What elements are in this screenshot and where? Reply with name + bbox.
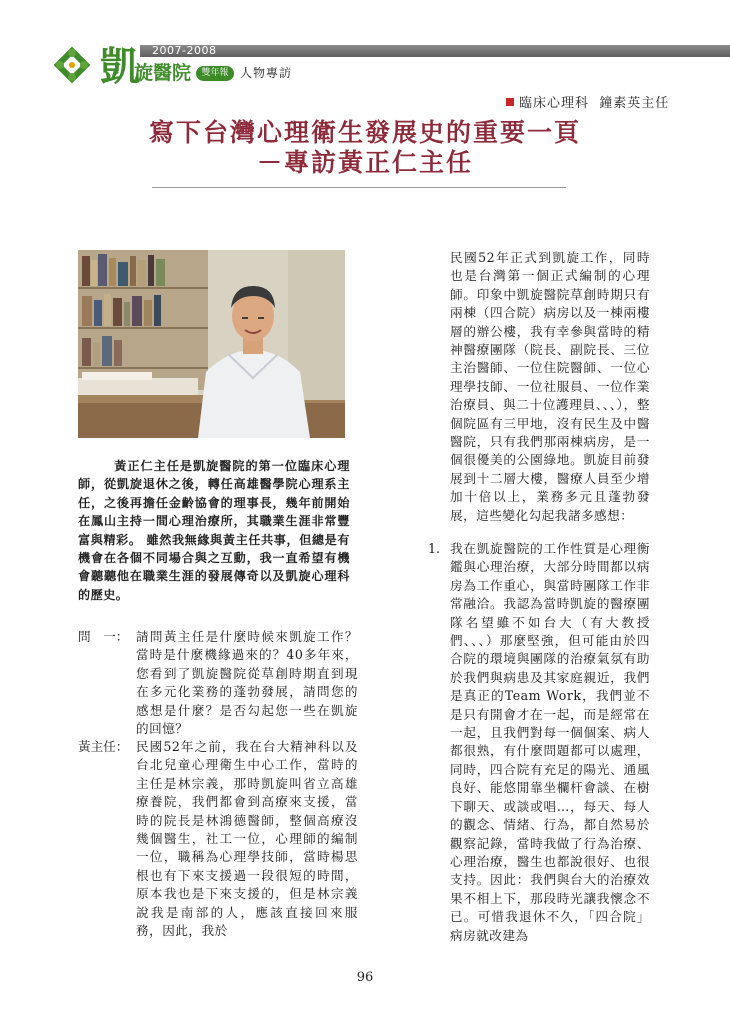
article-title bbox=[60, 118, 670, 178]
author-line bbox=[506, 96, 669, 112]
year-band bbox=[140, 45, 730, 57]
list-item-text: 我在凱旋醫院的工作性質是心理衡鑑與心理治療，大部分時間都以病房為工作重心，與當時團隊工作非常融洽。我認為當時凱旋的醫療團隊名望雖不如台大（有大教授們、、、）那麼堅強，但可能由於四合院的環境與團隊的治療氣氛有助於我們與病患及其家庭親近，我們是真正的Team Work，我們並不是只有開會才在一起，而是經常在一起，且我們對每一個個案、病人都很熟，有什麼問題都可以處理，同時，四合院有充足的陽光、通風良好、能悠閒靠坐欄杆會談、在樹下聊天、或談或唱…，每天、每人的觀念、情緒、行為，都自然易於觀察記錄，當時我做了行為治療、心理治療，醫生也都說很好、也很支持。因此：我們與台大的治療效果不相上下，那段時光讓我懷念不已。可惜我退休不久，「四合院」病房就改建為 bbox=[450, 541, 650, 943]
question-text: 請問黃主任是什麼時候來凱旋工作？當時是什麼機緣過來的？40多年來，您看到了凱旋醫院從草創時期直到現在多元化業務的蓬勃發展，請問您的感想是什麼？是否勾起您一些在凱旋的回憶？ bbox=[136, 629, 358, 737]
hospital-emblem-icon bbox=[52, 45, 92, 85]
intro-paragraph: 黃正仁主任是凱旋醫院的第一位臨床心理師，從凱旋退休之後，轉任高雄醫學院心理系主任，之後再擔任金齡協會的理事長，幾年前開始在鳳山主持一間心理治療所，其職業生涯非常豐富與精彩。 雖然我無緣與黃主任共事，但總是有機會在各個不同場合與之互動，我一直希望有機會聽聽他在職業生涯的發展傳奇以及凱旋心理科的歷史。 bbox=[78, 459, 350, 602]
page-number: 96 bbox=[356, 970, 374, 985]
question-label: 問 一： bbox=[78, 629, 129, 644]
portrait-photo bbox=[78, 250, 345, 438]
author-department: 臨床心理科 bbox=[519, 96, 590, 111]
list-marker: 1. bbox=[428, 541, 441, 556]
qa-question bbox=[78, 628, 358, 738]
year-range: 2007-2008 bbox=[152, 44, 217, 57]
author-marker-icon bbox=[506, 98, 514, 106]
answer-label: 黃主任： bbox=[78, 739, 129, 754]
brand-name: 旋醫院 bbox=[134, 62, 192, 84]
title-line-1: 寫下台灣心理衛生發展史的重要一頁 bbox=[148, 118, 581, 147]
answer-text: 民國52年之前，我在台大精神科以及台北兒童心理衛生中心工作，當時的主任是林宗義，那時凱旋叫省立高雄療養院，我們都會到高療來支援，當時的院長是林鴻德醫師，整個高療沒幾個醫生，社工一位，心理師的編制一位，職稱為心理學技師，當時楊思根也有下來支援過一段很短的時間，原本我也是下來支援的，但是林宗義說我是南部的人，應該直接回來服務，因此，我於 bbox=[136, 739, 358, 939]
brand-calligraphy: 凱 bbox=[100, 43, 134, 90]
title-divider bbox=[152, 187, 566, 188]
qa-answer bbox=[78, 738, 358, 940]
author-name: 鐘素英主任 bbox=[599, 96, 670, 111]
title-line-2: －專訪黃正仁主任 bbox=[256, 148, 473, 177]
section-label: 人物專訪 bbox=[240, 66, 293, 80]
brand-badge: 雙年報 bbox=[196, 66, 234, 81]
list-item bbox=[428, 540, 650, 945]
answer-continuation: 民國52年正式到凱旋工作，同時也是台灣第一個正式編制的心理師。印象中凱旋醫院草創時期只有兩棟（四合院）病房以及一棟兩樓層的辦公樓，我有幸參與當時的精神醫療團隊（院長、副院長、三位主治醫師、一位住院醫師、一位心理學技師、一位社服員、一位作業治療員、與二十位護理員、、、），整個院區有三甲地，沒有民生及中醫醫院，只有我們那兩棟病房，是一個很優美的公園綠地。凱旋目前發展到十二層大樓，醫療人員至少增加十倍以上，業務多元且蓬勃發展，這些變化勾起我諸多感想： bbox=[450, 250, 650, 523]
